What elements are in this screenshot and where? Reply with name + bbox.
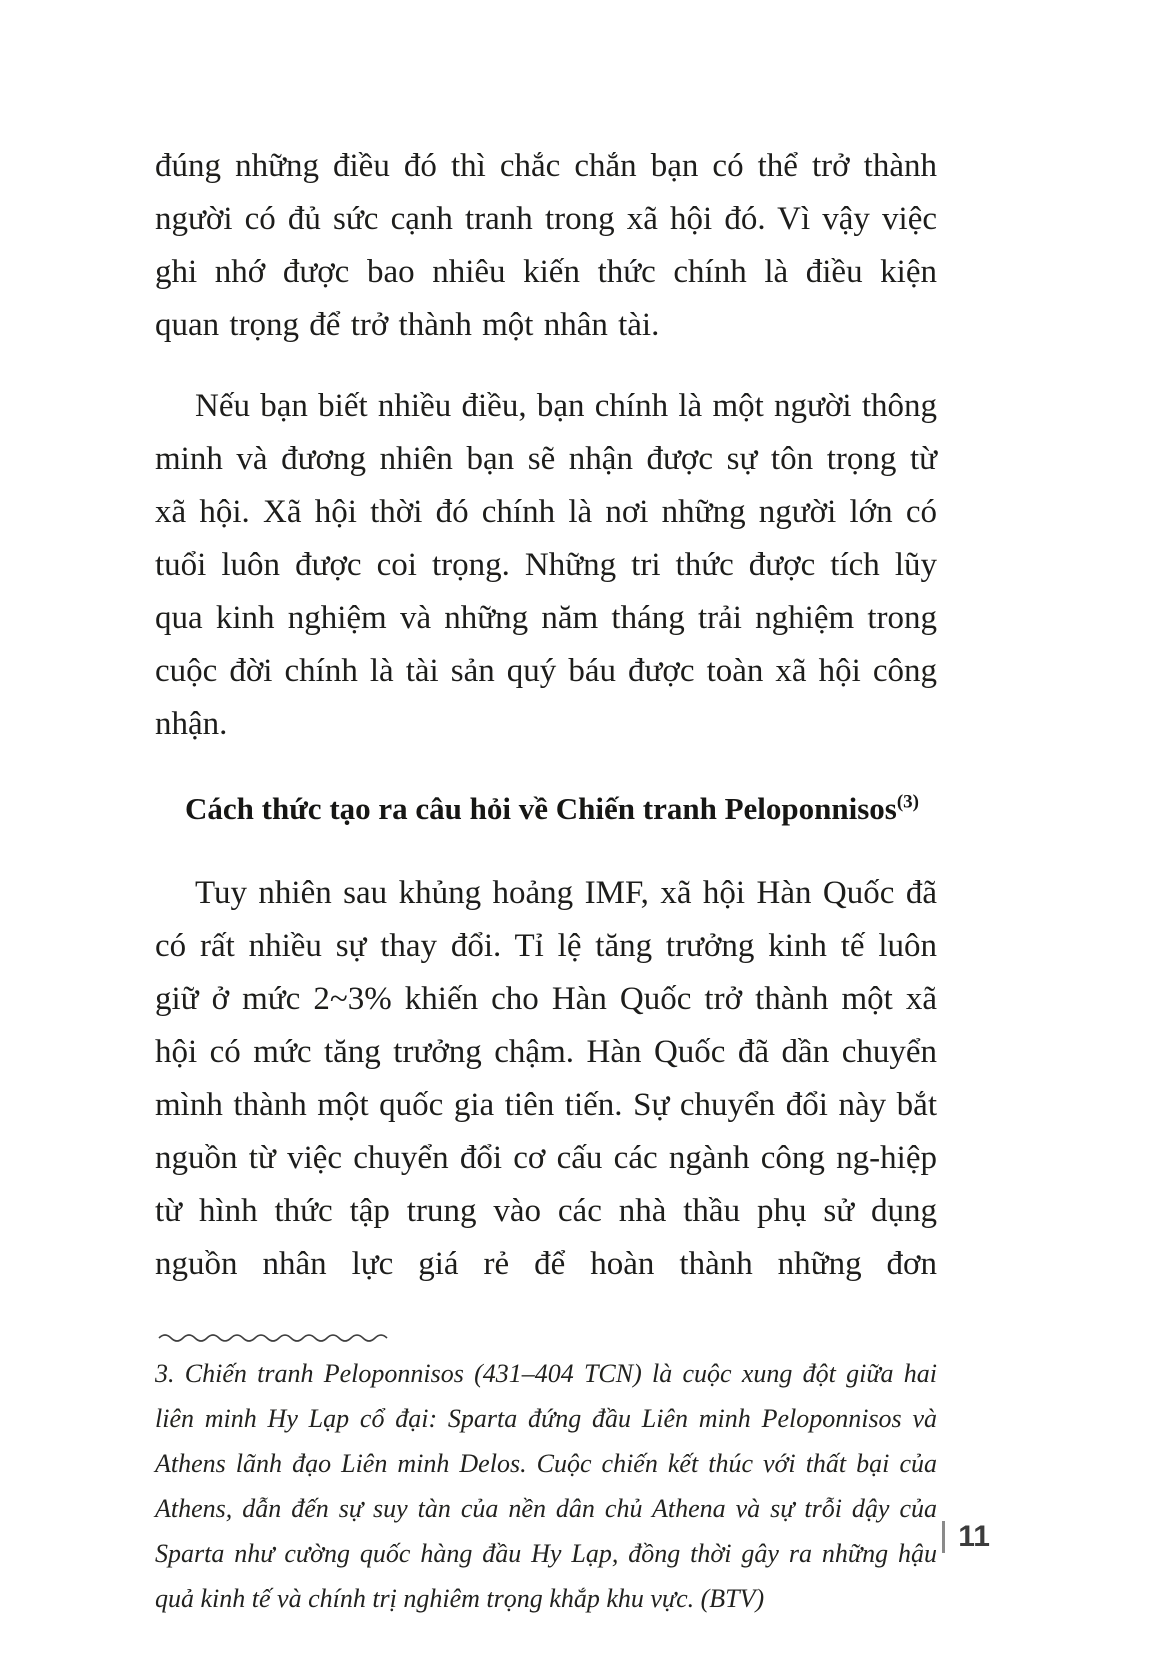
page-number bbox=[942, 1520, 990, 1554]
page-number-separator bbox=[942, 1521, 945, 1553]
footnote-block bbox=[155, 1331, 937, 1621]
body-paragraph: đúng những điều đó thì chắc chắn bạn có thể trở thành người có đủ sức cạnh tranh trong xã hội đó. Vì vậy việc ghi nhớ được bao nhiêu kiến thức chính là điều kiện quan trọng để trở thành một nhân tài. bbox=[155, 148, 937, 343]
text-block bbox=[155, 140, 937, 1621]
footnote-text: 3. Chiến tranh Peloponnisos (431–404 TCN) là cuộc xung đột giữa hai liên minh Hy Lạp cổ đại: Sparta đứng đầu Liên minh Peloponnisos và Athens lãnh đạo Liên minh Delos. Cuộc chiến kết thúc với thất bại của Athens, dẫn đến sự suy tàn của nền dân chủ Athena và sự trỗi dậy của Sparta như cường quốc hàng đầu Hy Lạp, đồng thời gây ra những hậu quả kinh tế và chính trị nghiêm trọng khắp khu vực. (BTV) bbox=[155, 1359, 937, 1613]
body-paragraph: Tuy nhiên sau khủng hoảng IMF, xã hội Hàn Quốc đã có rất nhiều sự thay đổi. Tỉ lệ tăng trưởng kinh tế luôn giữ ở mức 2~3% khiến cho Hàn Quốc trở thành một xã hội có mức tăng trưởng chậm. Hàn Quốc đã dần chuyển mình thành một quốc gia tiên tiến. Sự chuyển đổi này bắt nguồn từ việc chuyển đổi cơ cấu các ngành công ng-hiệp từ hình thức tập trung vào các nhà thầu phụ sử dụng nguồn nhân lực giá rẻ để hoàn thành những đơn bbox=[155, 875, 937, 1282]
section-heading bbox=[155, 789, 937, 829]
body-paragraph: Nếu bạn biết nhiều điều, bạn chính là một người thông minh và đương nhiên bạn sẽ nhận được sự tôn trọng từ xã hội. Xã hội thời đó chính là nơi những người lớn có tuổi luôn được coi trọng. Những tri thức được tích lũy qua kinh nghiệm và những năm tháng trải nghiệm trong cuộc đời chính là tài sản quý báu được toàn xã hội công nhận. bbox=[155, 388, 937, 742]
footnote-marker-superscript: (3) bbox=[896, 791, 919, 813]
page-number-value: 11 bbox=[958, 1520, 990, 1553]
footnote-divider-wavy-line-icon bbox=[157, 1331, 391, 1343]
section-heading-text: Cách thức tạo ra câu hỏi về Chiến tranh Peloponnisos bbox=[185, 791, 897, 826]
